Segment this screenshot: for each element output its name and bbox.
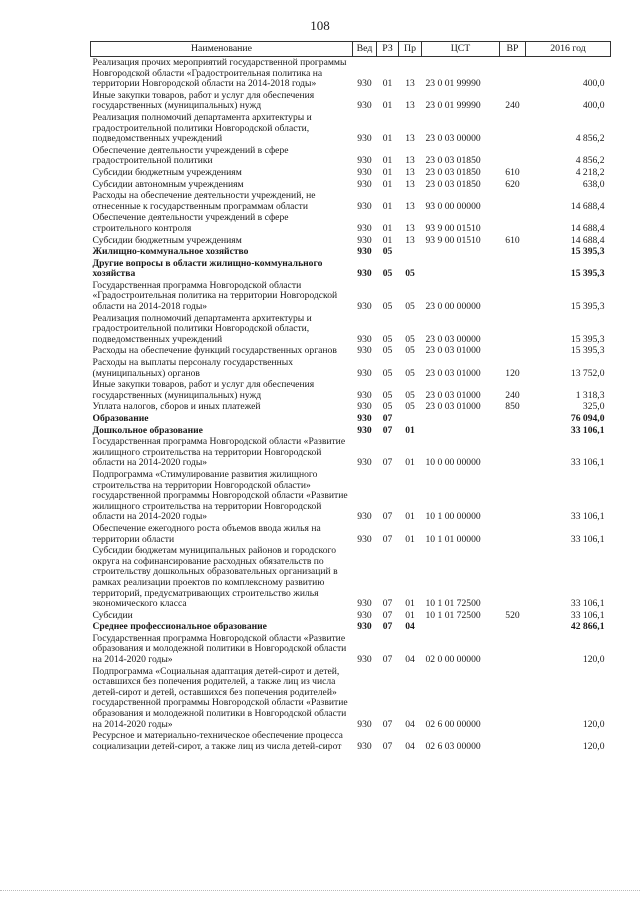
cell-ved: 930 [357,246,372,258]
cell-name: Реализация полномочий департамента архитектуры и градостроительной политики Новгородской области, подведомственных учреждений [92,312,312,345]
cell-rz: 05 [382,401,393,413]
cell-ved: 930 [357,301,372,313]
cell-rz: 07 [382,609,393,621]
cell-rz: 05 [382,345,393,357]
table-row [91,280,611,313]
cell-vr [500,523,526,545]
cell-rz: 01 [382,166,393,178]
table-row [91,401,611,413]
cell-rz: 05 [382,389,393,401]
cell-sum: 33 106,1 [570,424,605,436]
cell-name: Среднее профессиональное образование [92,621,267,633]
header-rz: РЗ [377,42,399,57]
cell-ved: 930 [357,609,372,621]
cell-rz: 01 [382,200,393,212]
cell-vr [500,145,526,167]
cell-vr: 240 [505,100,520,112]
table-row [91,258,611,280]
cell-cst: 10 1 00 00000 [425,511,481,523]
cell-cst: 93 9 00 01510 [425,222,481,234]
cell-vr [500,246,526,258]
cell-sum: 33 106,1 [570,511,605,523]
cell-vr: 520 [505,609,520,621]
cell-name: Ресурсное и материально-техническое обеспечение процесса социализации детей-сирот, а также лиц из числа детей-сирот [92,730,343,752]
cell-ved: 930 [357,654,372,666]
cell-name: Реализация прочих мероприятий государственной программы Новгородской области «Градостроительная политика на территории Новгородской области на 2014-2018 годы» [92,57,347,90]
cell-name: Обеспечение деятельности учреждений в сфере градостроительной политики [92,144,289,167]
table-row [91,57,611,90]
table-row [91,190,611,212]
cell-ved: 930 [357,533,372,545]
cell-ved: 930 [357,598,372,610]
cell-cst: 23 0 03 01850 [425,155,481,167]
table-row [91,523,611,545]
cell-pr: 05 [405,345,415,357]
cell-vr [500,190,526,212]
cell-cst: 10 1 01 72500 [425,598,481,610]
cell-rz: 01 [382,78,393,90]
cell-ved: 930 [357,401,372,413]
cell-name: Иные закупки товаров, работ и услуг для обеспечения государственных (муниципальных) нужд [92,89,315,112]
cell-sum: 42 866,1 [570,621,605,633]
cell-name: Обеспечение ежегодного роста объемов ввода жилья на территории области [92,522,321,545]
cell-rz: 07 [382,621,393,633]
cell-sum: 4 218,2 [575,166,605,178]
table-row [91,112,611,145]
cell-sum: 400,0 [582,78,605,90]
cell-pr: 04 [405,621,415,633]
cell-sum: 4 856,2 [575,133,605,145]
cell-rz: 01 [382,100,393,112]
cell-sum: 4 856,2 [575,155,605,167]
cell-rz: 07 [382,413,393,424]
table-body [91,57,611,753]
cell-cst [422,246,500,258]
table-row [91,425,611,437]
cell-vr [500,621,526,633]
page-number: 108 [310,18,330,33]
cell-rz: 07 [382,598,393,610]
table-row [91,730,611,752]
cell-ved: 930 [357,78,372,90]
cell-pr: 04 [405,654,415,666]
cell-pr: 13 [405,166,415,178]
cell-pr: 04 [405,740,415,752]
cell-cst: 23 0 03 00000 [425,333,481,345]
cell-ved: 930 [357,740,372,752]
cell-sum: 400,0 [582,100,605,112]
table-row [91,610,611,622]
cell-rz: 07 [382,533,393,545]
table-row [91,345,611,357]
cell-rz: 05 [382,333,393,345]
cell-name: Образование [92,413,149,424]
cell-sum: 14 688,4 [570,234,605,246]
cell-rz: 01 [382,155,393,167]
cell-cst: 23 0 01 99990 [425,78,481,90]
cell-rz: 07 [382,654,393,666]
cell-sum: 33 106,1 [570,609,605,621]
cell-cst: 93 9 00 01510 [425,234,481,246]
cell-cst: 23 0 00 00000 [425,301,481,313]
cell-vr [500,57,526,90]
cell-cst: 23 0 01 99990 [425,100,481,112]
cell-cst: 23 0 03 01850 [425,178,481,190]
cell-ved: 930 [357,367,372,379]
cell-ved: 930 [357,345,372,357]
cell-sum: 15 395,3 [570,345,605,357]
cell-name: Субсидии бюджетным учреждениям [92,166,242,178]
cell-pr: 13 [405,222,415,234]
cell-pr: 13 [405,200,415,212]
cell-vr [500,730,526,752]
cell-vr [500,345,526,357]
cell-pr: 01 [405,609,415,621]
cell-ved: 930 [357,511,372,523]
cell-name: Уплата налогов, сборов и иных платежей [92,401,261,413]
cell-sum: 33 106,1 [570,457,605,469]
cell-vr [500,633,526,666]
cell-ved: 930 [357,424,372,436]
header-name: Наименование [91,42,353,57]
cell-ved: 930 [357,413,372,424]
table-row [91,212,611,234]
cell-name: Государственная программа Новгородской области «Развитие жилищного строительства на территории Новгородской области на 2014-2020 годы» [92,436,346,469]
cell-name: Обеспечение деятельности учреждений в сфере строительного контроля [92,212,289,234]
cell-sum: 13 752,0 [570,367,605,379]
cell-vr [500,280,526,313]
cell-pr [399,246,422,258]
cell-rz: 01 [382,133,393,145]
cell-pr: 13 [405,155,415,167]
cell-sum: 15 395,3 [570,268,605,280]
cell-vr [500,212,526,234]
cell-cst [422,425,500,437]
table-row [91,313,611,346]
cell-sum: 120,0 [582,718,605,730]
cell-pr: 13 [405,78,415,90]
cell-vr: 850 [505,401,520,413]
cell-cst: 23 0 03 01000 [425,367,481,379]
cell-name: Подпрограмма «Социальная адаптация детей-сирот и детей, оставшихся без попечения родителей, а также лиц из числа детей-сирот и детей, оставшихся без попечения родителей» государственной программы Новгородской области «Развитие образования и молодежной политики в Новгородской области на 2014-2020 годы» [92,665,348,730]
cell-ved: 930 [357,389,372,401]
header-ved: Вед [353,42,377,57]
cell-vr: 120 [505,367,520,379]
cell-cst: 02 6 00 00000 [425,718,481,730]
cell-vr [500,545,526,610]
table-row [91,545,611,610]
cell-cst: 23 0 03 01000 [425,401,481,413]
cell-pr: 01 [405,511,415,523]
cell-pr: 05 [405,268,415,280]
cell-name: Другие вопросы в области жилищно-коммунального хозяйства [92,257,323,280]
cell-sum: 1 318,3 [575,389,605,401]
cell-name: Иные закупки товаров, работ и услуг для обеспечения государственных (муниципальных) нужд [92,379,315,401]
cell-name: Дошкольное образование [92,424,203,436]
cell-sum: 33 106,1 [570,533,605,545]
budget-table [90,41,611,752]
table-row [91,145,611,167]
cell-cst: 10 1 01 00000 [425,533,481,545]
cell-vr: 610 [505,234,520,246]
cell-pr: 01 [405,598,415,610]
cell-name: Расходы на обеспечение функций государственных органов [92,345,337,357]
cell-sum: 15 395,3 [570,333,605,345]
cell-sum: 15 395,3 [570,246,605,258]
cell-rz: 07 [382,457,393,469]
cell-rz: 07 [382,740,393,752]
cell-ved: 930 [357,234,372,246]
cell-sum: 638,0 [582,178,605,190]
cell-vr: 240 [505,389,520,401]
cell-name: Субсидии бюджетным учреждениям [92,234,242,246]
cell-pr: 05 [405,401,415,413]
cell-cst [422,413,500,425]
table-row [91,469,611,523]
cell-ved: 930 [357,621,372,633]
cell-ved: 930 [357,200,372,212]
cell-cst: 23 0 03 01850 [425,166,481,178]
cell-name: Подпрограмма «Стимулирование развития жилищного строительства на территории Новгородской области» государственной программы Новгородской области «Развитие жилищного строительства на территории Новгородской области на 2014-2020 годы» [92,468,348,523]
table-row [91,179,611,191]
cell-vr [500,258,526,280]
cell-ved: 930 [357,100,372,112]
table-row [91,633,611,666]
cell-rz: 01 [382,222,393,234]
header-pr: Пр [399,42,422,57]
cell-vr [500,666,526,731]
cell-sum: 33 106,1 [570,598,605,610]
cell-cst: 10 0 00 00000 [425,457,481,469]
table-row [91,357,611,379]
cell-ved: 930 [357,333,372,345]
cell-pr [399,413,422,425]
cell-pr: 01 [405,533,415,545]
cell-sum: 14 688,4 [570,200,605,212]
cell-ved: 930 [357,178,372,190]
table-row [91,235,611,247]
table-row [91,413,611,425]
cell-sum: 15 395,3 [570,301,605,313]
cell-ved: 930 [357,155,372,167]
cell-sum: 120,0 [582,740,605,752]
cell-cst: 23 0 03 00000 [425,133,481,145]
cell-cst: 02 6 03 00000 [425,740,481,752]
cell-sum: 325,0 [582,401,605,413]
cell-ved: 930 [357,457,372,469]
cell-name: Расходы на обеспечение деятельности учреждений, не отнесенные к государственным программам области [92,190,316,212]
cell-name: Жилищно-коммунальное хозяйство [92,246,249,258]
table-row [91,246,611,258]
table-row [91,167,611,179]
cell-ved: 930 [357,222,372,234]
cell-pr: 13 [405,234,415,246]
cell-vr: 610 [505,166,520,178]
cell-ved: 930 [357,718,372,730]
header-cst: ЦСТ [422,42,500,57]
cell-rz: 07 [382,511,393,523]
cell-ved: 930 [357,133,372,145]
cell-rz: 01 [382,178,393,190]
cell-vr [500,436,526,469]
cell-rz: 05 [382,301,393,313]
cell-vr [500,469,526,523]
cell-cst: 23 0 03 01000 [425,345,481,357]
table-row [91,666,611,731]
cell-pr: 13 [405,178,415,190]
cell-name: Субсидии бюджетам муниципальных районов и городского округа на софинансирование расходных обязательств по строительству дошкольных образовательных организаций в рамках реализации проектов по комплексному развитию территорий, предусматривающих строительство жилья экономического класса [92,545,338,610]
cell-pr: 01 [405,424,415,436]
cell-rz: 05 [382,268,393,280]
table-row [91,90,611,112]
cell-pr: 13 [405,100,415,112]
cell-cst: 02 0 00 00000 [425,654,481,666]
cell-pr: 01 [405,457,415,469]
cell-vr [500,413,526,425]
header-vr: ВР [500,42,526,57]
cell-cst: 23 0 03 01000 [425,389,481,401]
cell-rz: 05 [382,246,393,258]
cell-pr: 05 [405,301,415,313]
cell-vr: 620 [505,178,520,190]
table-row [91,436,611,469]
cell-pr: 05 [405,333,415,345]
cell-name: Субсидии автономным учреждениям [92,178,244,190]
cell-vr [500,112,526,145]
cell-name: Государственная программа Новгородской области «Градостроительная политика на территории Новгородской области на 2014-2018 годы» [92,279,338,313]
cell-rz: 07 [382,718,393,730]
scan-artifact [0,890,640,893]
cell-rz: 05 [382,367,393,379]
cell-ved: 930 [357,166,372,178]
cell-cst [422,258,500,280]
table-row [91,379,611,401]
cell-cst [422,621,500,633]
cell-cst: 10 1 01 72500 [425,609,481,621]
cell-pr: 05 [405,389,415,401]
cell-name: Субсидии [92,609,133,621]
cell-vr [500,313,526,346]
cell-sum: 120,0 [582,654,605,666]
cell-sum: 76 094,0 [570,413,605,424]
cell-cst: 93 0 00 00000 [425,200,481,212]
table-header-row [91,42,611,57]
cell-vr [500,425,526,437]
cell-pr: 05 [405,367,415,379]
cell-ved: 930 [357,268,372,280]
header-sum: 2016 год [526,42,611,57]
table-row [91,621,611,633]
cell-name: Государственная программа Новгородской области «Развитие образования и молодежной политики в Новгородской области на 2014-2020 годы» [92,632,347,666]
cell-rz: 07 [382,424,393,436]
cell-rz: 01 [382,234,393,246]
cell-sum: 14 688,4 [570,222,605,234]
cell-name: Реализация полномочий департамента архитектуры и градостроительной политики Новгородской области, подведомственных учреждений [92,111,312,145]
cell-name: Расходы на выплаты персоналу государственных (муниципальных) органов [92,357,294,379]
cell-pr: 13 [405,133,415,145]
cell-pr: 04 [405,718,415,730]
